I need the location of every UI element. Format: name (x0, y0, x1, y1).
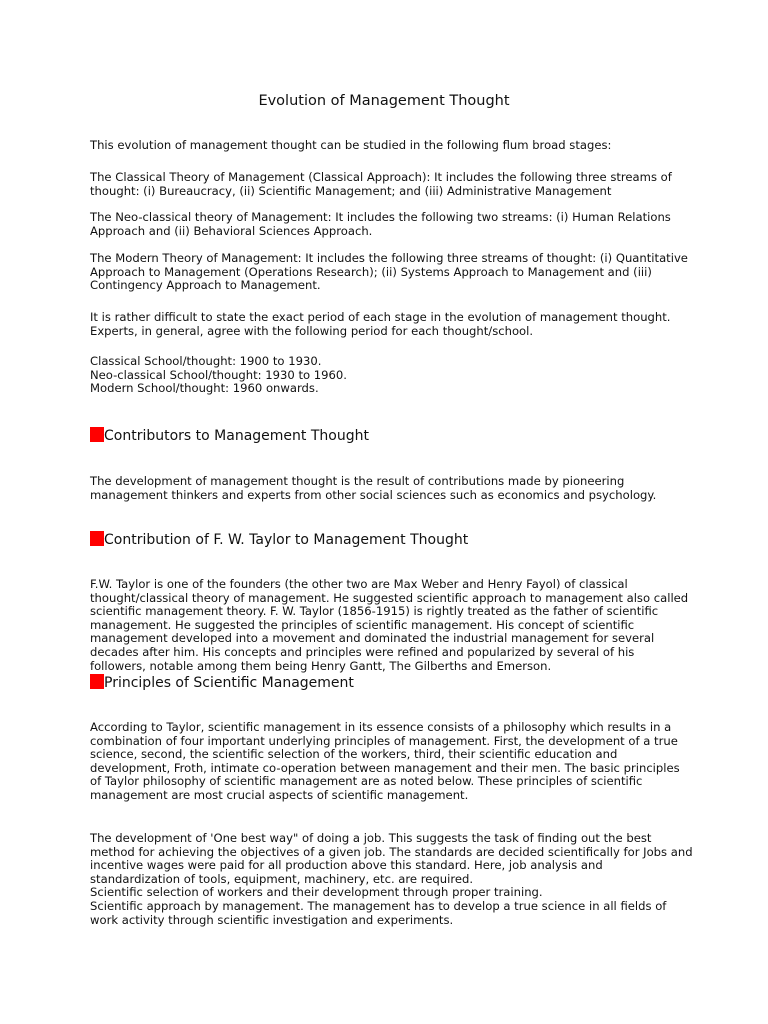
text-line: The Modern Theory of Management: It includes the following three streams of thought: (i) Quantitative (90, 251, 688, 265)
text-line: thought/classical theory of management. He suggested scientific approach to management also called (90, 590, 689, 605)
period-item: Modern School/thought: 1960 onwards. (90, 381, 319, 396)
text-line: science, second, the scientific selection of the workers, third, their scientific education and (90, 747, 618, 762)
text-line: of Taylor philosophy of scientific management are as noted below. These principles of scientific (90, 774, 643, 789)
red-square-marker (90, 531, 104, 546)
text-line: thought: (i) Bureaucracy, (ii) Scientific Management; and (iii) Administrative Management (90, 183, 612, 198)
text-line: management developed into a movement and dominated the industrial management for several (90, 631, 655, 646)
text-line: According to Taylor, scientific management in its essence consists of a philosophy which results in a (90, 720, 672, 734)
contributors-paragraph (90, 475, 690, 502)
text-line: incentive wages were paid for all production above this standard. Here, job analysis and (90, 858, 603, 873)
text-line: The development of 'One best way" of doing a job. This suggests the task of finding out the best (90, 831, 652, 845)
text-line: It is rather difficult to state the exact period of each stage in the evolution of management thought. (90, 310, 671, 324)
heading-taylor (90, 531, 468, 549)
classical-paragraph (90, 171, 690, 198)
text-line: Approach and (ii) Behavioral Sciences Approach. (90, 223, 373, 238)
text-line: decades after him. His concepts and principles were refined and popularized by several of his (90, 644, 635, 659)
text-line: F.W. Taylor is one of the founders (the other two are Max Weber and Henry Fayol) of classical (90, 577, 628, 591)
text-line: Scientific selection of workers and their development through proper training. (90, 885, 543, 900)
text-line: The development of management thought is the result of contributions made by pioneering (90, 474, 625, 488)
text-line: scientific management theory. F. W. Taylor (1856-1915) is rightly treated as the father of scientific (90, 604, 659, 619)
period-item: Classical School/thought: 1900 to 1930. (90, 354, 322, 368)
text-line: method for achieving the objectives of a given job. The standards are decided scientifically for Jobs and (90, 844, 693, 859)
heading-text: Contributors to Management Thought (104, 428, 369, 444)
document-title: Evolution of Management Thought (258, 93, 510, 109)
intro-paragraph (90, 139, 690, 153)
red-square-marker (90, 427, 104, 442)
text-line: followers, notable among them being Henry Gantt, The Gilberths and Emerson. (90, 658, 552, 673)
periods-intro-paragraph (90, 311, 690, 338)
modern-paragraph (90, 252, 690, 293)
text-line: Approach to Management (Operations Research); (ii) Systems Approach to Management and (iii) (90, 264, 652, 279)
text-line: This evolution of management thought can be studied in the following flum broad stages: (90, 138, 612, 152)
red-square-marker (90, 674, 104, 689)
text-line: work activity through scientific investigation and experiments. (90, 912, 454, 927)
text-line: management thinkers and experts from other social sciences such as economics and psychology. (90, 487, 657, 502)
text-line: management are most crucial aspects of scientific management. (90, 787, 469, 802)
heading-contributors (90, 427, 369, 445)
period-item: Neo-classical School/thought: 1930 to 1960. (90, 367, 347, 382)
heading-text: Principles of Scientific Management (104, 675, 354, 691)
principles-paragraph (90, 721, 690, 803)
heading-principles (90, 674, 354, 692)
text-line: development, Froth, intimate co-operation between management and their men. The basic principles (90, 760, 680, 775)
text-line: management. He suggested the principles of scientific management. His concept of scientific (90, 617, 635, 632)
text-line: The Neo-classical theory of Management: It includes the following two streams: (i) Human Relations (90, 210, 671, 224)
text-line: Contingency Approach to Management. (90, 278, 321, 293)
text-line: Experts, in general, agree with the following period for each thought/school. (90, 323, 534, 338)
text-line: combination of four important underlying principles of management. First, the development of a true (90, 733, 678, 748)
text-line: standardization of tools, equipment, machinery, etc. are required. (90, 871, 474, 886)
best-way-paragraph (90, 831, 693, 927)
text-line: The Classical Theory of Management (Classical Approach): It includes the following three streams of (90, 170, 672, 184)
text-line: Scientific approach by management. The management has to develop a true science in all fields of (90, 898, 667, 913)
periods-list (90, 355, 690, 396)
taylor-paragraph (90, 578, 690, 673)
neo-classical-paragraph (90, 211, 690, 238)
heading-text: Contribution of F. W. Taylor to Management Thought (104, 532, 469, 548)
